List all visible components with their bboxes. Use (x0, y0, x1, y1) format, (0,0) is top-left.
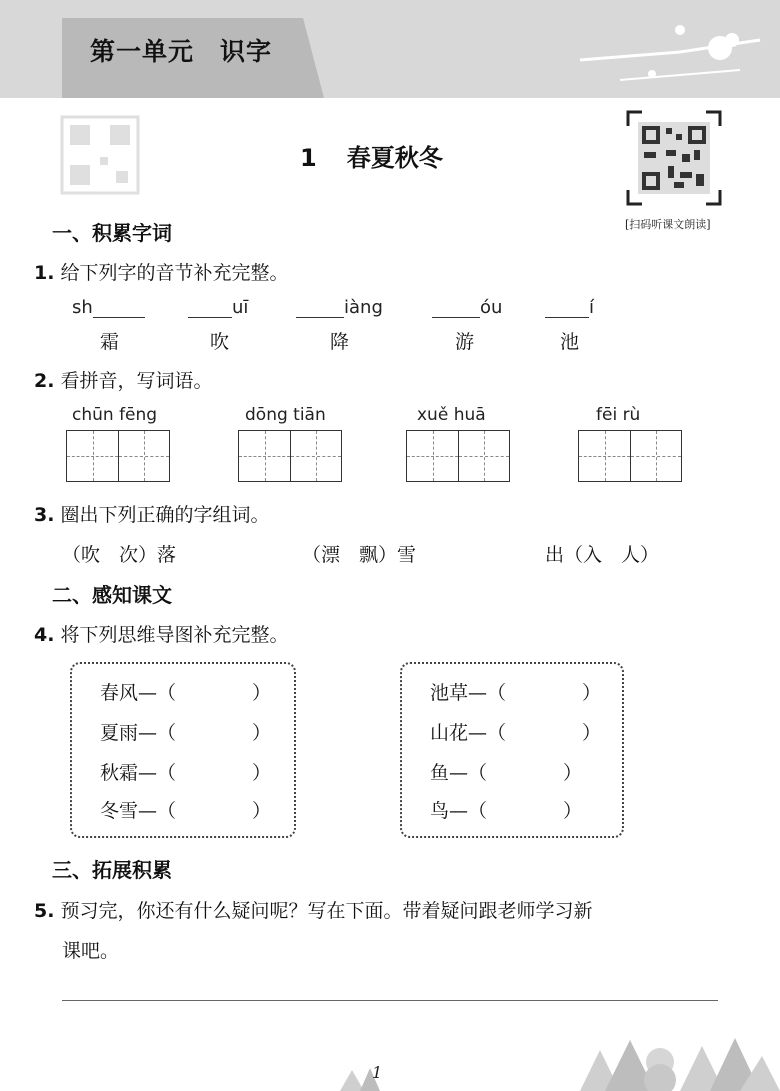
qr-code[interactable] (626, 110, 722, 206)
pinyin-label: xuě huā (417, 405, 486, 425)
mind-map-entry[interactable]: 冬雪—（ ） (100, 800, 272, 822)
question-5 (34, 896, 734, 923)
question-text: 圈出下列正确的字组词。 (60, 504, 270, 526)
question-text: 看拼音，写词语。 (60, 370, 213, 392)
word-choice[interactable]: （吹 次）落 (62, 544, 177, 566)
mind-map-entry[interactable]: 秋霜—（ ） (100, 762, 272, 784)
syllable-item[interactable]: í (545, 297, 594, 318)
syllable-item[interactable]: iàng (296, 297, 383, 318)
question-number: 3. (34, 504, 55, 526)
section-heading-3: 三、拓展积累 (52, 858, 172, 882)
question-number: 5. (34, 900, 55, 922)
question-text: 预习完，你还有什么疑问呢？写在下面。带着疑问跟老师学习新 (60, 900, 593, 922)
lesson-title-text: 春夏秋冬 (346, 143, 443, 172)
mind-map-entry[interactable]: 鱼—（ ） (430, 762, 583, 784)
syllable-completion-row (0, 297, 780, 357)
syllable-item[interactable]: óu (432, 297, 502, 318)
mind-map-entry[interactable]: 鸟—（ ） (430, 800, 583, 822)
question-number: 2. (34, 370, 55, 392)
question-text: 给下列字的音节补充完整。 (60, 262, 289, 284)
faint-qr-watermark (60, 115, 140, 195)
qr-caption: [扫码听课文朗读] (625, 218, 711, 231)
section-heading-1: 一、积累字词 (52, 221, 172, 245)
question-3 (34, 500, 270, 527)
mind-map-entry[interactable]: 山花—（ ） (430, 722, 602, 744)
answer-line[interactable] (62, 1000, 718, 1001)
section-heading-2: 二、感知课文 (52, 583, 172, 607)
pinyin-label: chūn fēng (72, 405, 158, 425)
writing-grid[interactable] (406, 430, 510, 482)
answer-blank[interactable] (545, 300, 589, 318)
syllable-char: 池 (560, 331, 580, 353)
unit-title: 第一单元 识字 (90, 37, 273, 66)
pinyin-label: dōng tiān (245, 405, 326, 425)
syllable-char: 吹 (210, 331, 230, 353)
question-text: 将下列思维导图补充完整。 (60, 624, 289, 646)
question-2 (34, 366, 213, 393)
word-choice[interactable]: 出（入 人） (545, 544, 660, 566)
answer-blank[interactable] (93, 300, 145, 318)
writing-grid[interactable] (66, 430, 170, 482)
syllable-char: 霜 (100, 331, 120, 353)
syllable-item[interactable]: uī (188, 297, 248, 318)
question-number: 4. (34, 624, 55, 646)
lesson-number: 1 (300, 144, 317, 172)
syllable-char: 降 (330, 331, 350, 353)
syllable-item[interactable]: sh (72, 297, 145, 318)
mind-map-entry[interactable]: 池草—（ ） (430, 682, 602, 704)
syllable-char: 游 (455, 331, 475, 353)
mind-map-entry[interactable]: 夏雨—（ ） (100, 722, 272, 744)
header-decoration (560, 0, 780, 98)
answer-blank[interactable] (188, 300, 232, 318)
footer-decoration (330, 1010, 780, 1091)
question-number: 1. (34, 262, 55, 284)
writing-grid[interactable] (238, 430, 342, 482)
pinyin-label: fēi rù (596, 405, 641, 425)
question-5-continued: 课吧。 (62, 940, 120, 962)
question-4 (34, 620, 289, 647)
answer-blank[interactable] (296, 300, 344, 318)
mind-map-entry[interactable]: 春风—（ ） (100, 682, 272, 704)
page-number: 1 (372, 1063, 383, 1082)
answer-blank[interactable] (432, 300, 480, 318)
lesson-title (300, 138, 443, 173)
writing-grid[interactable] (578, 430, 682, 482)
question-1 (34, 258, 289, 285)
word-choice[interactable]: （漂 飘）雪 (302, 544, 417, 566)
